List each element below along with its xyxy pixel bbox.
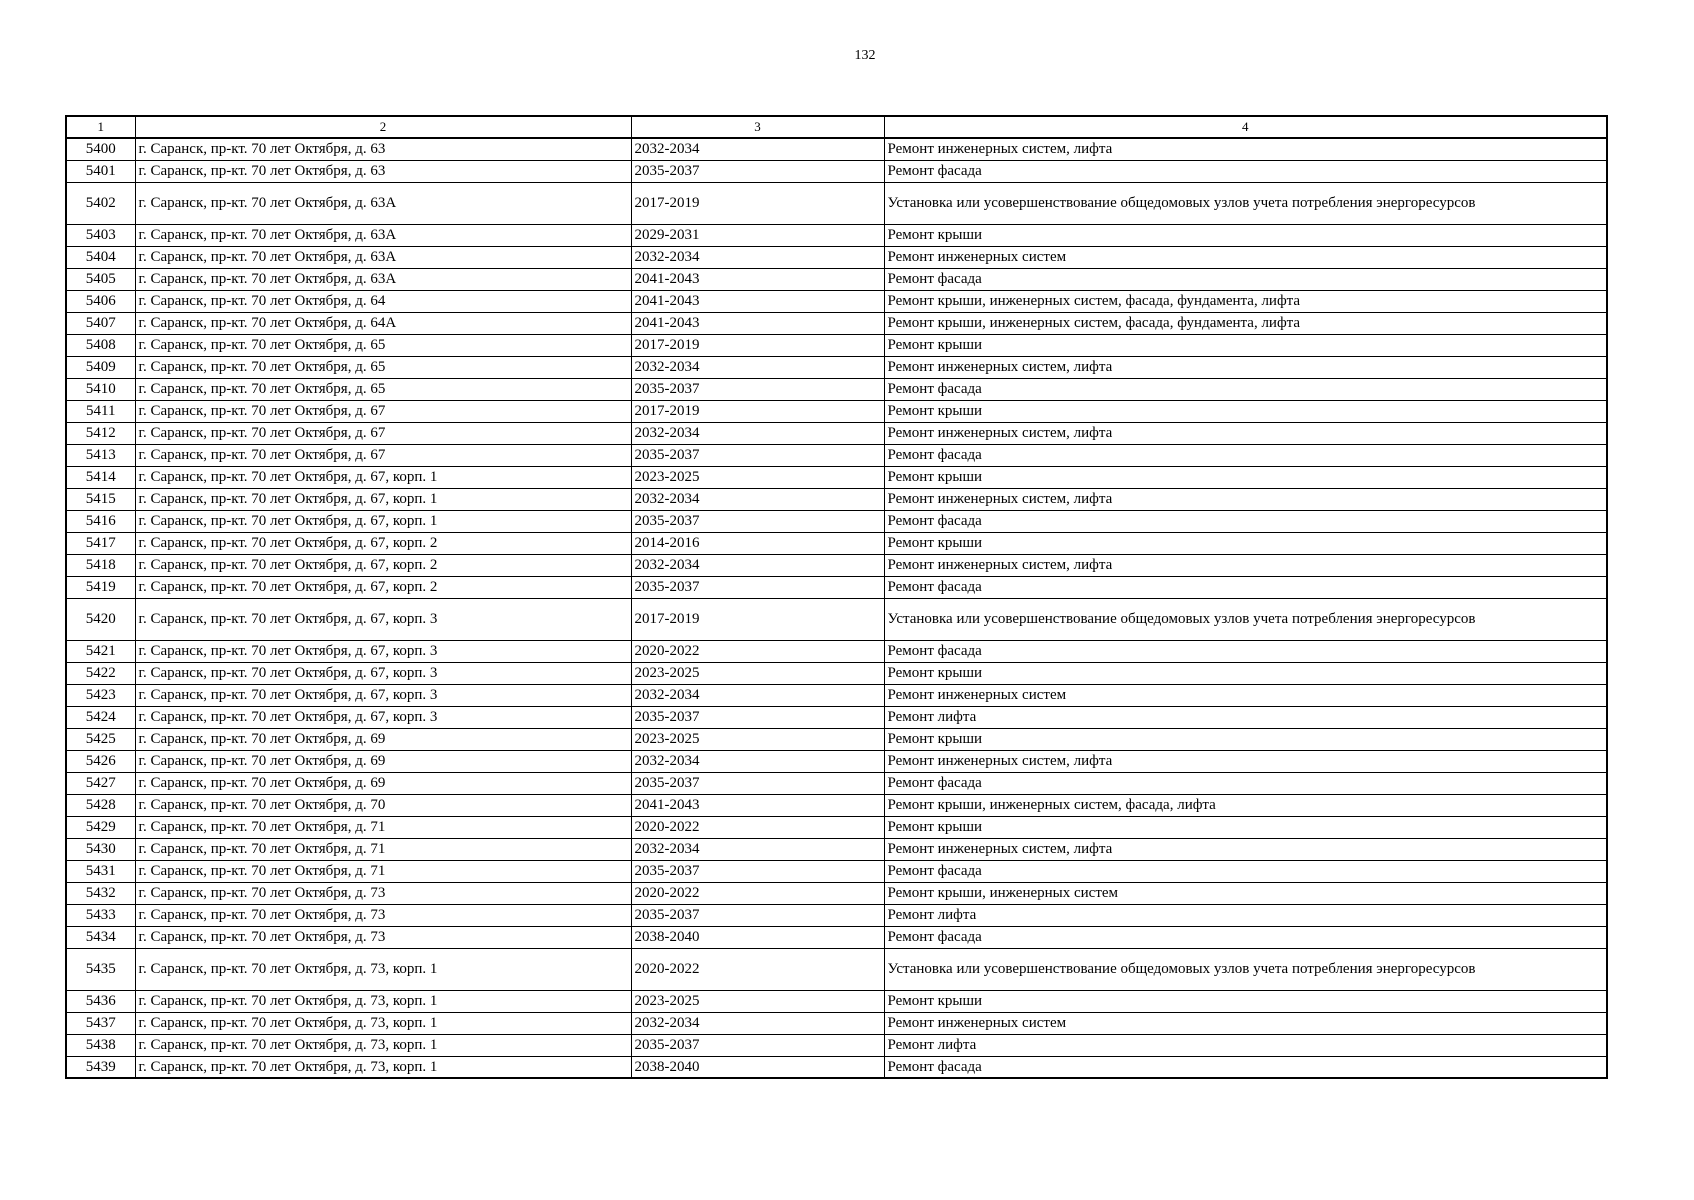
table-row [66, 312, 1607, 334]
row-number-cell: 5401 [66, 160, 135, 182]
row-number-cell: 5436 [66, 990, 135, 1012]
row-number-cell: 5413 [66, 444, 135, 466]
column-header-2: 2 [135, 116, 631, 138]
address-cell: г. Саранск, пр-кт. 70 лет Октября, д. 65 [135, 356, 631, 378]
table-row [66, 554, 1607, 576]
work-type-cell: Ремонт фасада [884, 860, 1607, 882]
row-number-cell: 5408 [66, 334, 135, 356]
row-number-cell: 5429 [66, 816, 135, 838]
row-number-cell: 5404 [66, 246, 135, 268]
period-cell: 2032-2034 [631, 1012, 884, 1034]
table-row [66, 904, 1607, 926]
period-cell: 2023-2025 [631, 466, 884, 488]
work-type-cell: Ремонт крыши [884, 662, 1607, 684]
row-number-cell: 5400 [66, 138, 135, 160]
work-type-cell: Ремонт крыши [884, 334, 1607, 356]
table-row [66, 1034, 1607, 1056]
table-row [66, 182, 1607, 224]
work-type-cell: Ремонт лифта [884, 904, 1607, 926]
row-number-cell: 5418 [66, 554, 135, 576]
work-type-cell: Ремонт крыши, инженерных систем, фасада, фундамента, лифта [884, 312, 1607, 334]
row-number-cell: 5406 [66, 290, 135, 312]
period-cell: 2035-2037 [631, 510, 884, 532]
table-row [66, 772, 1607, 794]
work-type-cell: Ремонт крыши [884, 466, 1607, 488]
period-cell: 2017-2019 [631, 598, 884, 640]
address-cell: г. Саранск, пр-кт. 70 лет Октября, д. 65 [135, 334, 631, 356]
work-type-cell: Ремонт крыши, инженерных систем [884, 882, 1607, 904]
work-type-cell: Ремонт крыши [884, 224, 1607, 246]
period-cell: 2020-2022 [631, 640, 884, 662]
address-cell: г. Саранск, пр-кт. 70 лет Октября, д. 67, корп. 2 [135, 554, 631, 576]
address-cell: г. Саранск, пр-кт. 70 лет Октября, д. 67, корп. 1 [135, 488, 631, 510]
period-cell: 2032-2034 [631, 138, 884, 160]
address-cell: г. Саранск, пр-кт. 70 лет Октября, д. 70 [135, 794, 631, 816]
row-number-cell: 5410 [66, 378, 135, 400]
work-type-cell: Ремонт инженерных систем, лифта [884, 554, 1607, 576]
row-number-cell: 5430 [66, 838, 135, 860]
period-cell: 2020-2022 [631, 948, 884, 990]
row-number-cell: 5439 [66, 1056, 135, 1078]
table-row [66, 816, 1607, 838]
work-type-cell: Ремонт инженерных систем, лифта [884, 422, 1607, 444]
work-type-cell: Ремонт инженерных систем [884, 684, 1607, 706]
period-cell: 2032-2034 [631, 422, 884, 444]
address-cell: г. Саранск, пр-кт. 70 лет Октября, д. 73, корп. 1 [135, 990, 631, 1012]
address-cell: г. Саранск, пр-кт. 70 лет Октября, д. 63А [135, 246, 631, 268]
table-row [66, 684, 1607, 706]
address-cell: г. Саранск, пр-кт. 70 лет Октября, д. 67 [135, 422, 631, 444]
work-type-cell: Ремонт крыши [884, 990, 1607, 1012]
period-cell: 2032-2034 [631, 684, 884, 706]
row-number-cell: 5405 [66, 268, 135, 290]
address-cell: г. Саранск, пр-кт. 70 лет Октября, д. 69 [135, 728, 631, 750]
page-number: 132 [854, 48, 876, 63]
row-number-cell: 5415 [66, 488, 135, 510]
address-cell: г. Саранск, пр-кт. 70 лет Октября, д. 67, корп. 3 [135, 640, 631, 662]
period-cell: 2035-2037 [631, 904, 884, 926]
address-cell: г. Саранск, пр-кт. 70 лет Октября, д. 67 [135, 400, 631, 422]
period-cell: 2032-2034 [631, 246, 884, 268]
row-number-cell: 5424 [66, 706, 135, 728]
table-row [66, 860, 1607, 882]
table-row [66, 728, 1607, 750]
period-cell: 2017-2019 [631, 182, 884, 224]
address-cell: г. Саранск, пр-кт. 70 лет Октября, д. 64 [135, 290, 631, 312]
address-cell: г. Саранск, пр-кт. 70 лет Октября, д. 73 [135, 926, 631, 948]
table-row [66, 926, 1607, 948]
work-type-cell: Ремонт инженерных систем, лифта [884, 138, 1607, 160]
period-cell: 2041-2043 [631, 312, 884, 334]
period-cell: 2023-2025 [631, 662, 884, 684]
period-cell: 2035-2037 [631, 160, 884, 182]
address-cell: г. Саранск, пр-кт. 70 лет Октября, д. 73 [135, 904, 631, 926]
work-type-cell: Ремонт инженерных систем, лифта [884, 356, 1607, 378]
table-row [66, 510, 1607, 532]
table-row [66, 268, 1607, 290]
address-cell: г. Саранск, пр-кт. 70 лет Октября, д. 67, корп. 3 [135, 706, 631, 728]
work-type-cell: Установка или усовершенствование общедомовых узлов учета потребления энергоресурсов [884, 598, 1607, 640]
table-row [66, 488, 1607, 510]
row-number-cell: 5423 [66, 684, 135, 706]
row-number-cell: 5411 [66, 400, 135, 422]
address-cell: г. Саранск, пр-кт. 70 лет Октября, д. 71 [135, 816, 631, 838]
row-number-cell: 5437 [66, 1012, 135, 1034]
row-number-cell: 5421 [66, 640, 135, 662]
work-type-cell: Ремонт фасада [884, 576, 1607, 598]
work-type-cell: Ремонт фасада [884, 268, 1607, 290]
row-number-cell: 5402 [66, 182, 135, 224]
row-number-cell: 5428 [66, 794, 135, 816]
row-number-cell: 5422 [66, 662, 135, 684]
work-type-cell: Установка или усовершенствование общедомовых узлов учета потребления энергоресурсов [884, 182, 1607, 224]
repair-schedule-table [65, 115, 1608, 1079]
work-type-cell: Ремонт крыши [884, 728, 1607, 750]
table-row [66, 422, 1607, 444]
row-number-cell: 5419 [66, 576, 135, 598]
period-cell: 2035-2037 [631, 576, 884, 598]
period-cell: 2032-2034 [631, 356, 884, 378]
work-type-cell: Ремонт инженерных систем, лифта [884, 750, 1607, 772]
address-cell: г. Саранск, пр-кт. 70 лет Октября, д. 73, корп. 1 [135, 1034, 631, 1056]
work-type-cell: Ремонт фасада [884, 926, 1607, 948]
period-cell: 2029-2031 [631, 224, 884, 246]
row-number-cell: 5412 [66, 422, 135, 444]
work-type-cell: Ремонт инженерных систем [884, 1012, 1607, 1034]
period-cell: 2020-2022 [631, 816, 884, 838]
row-number-cell: 5403 [66, 224, 135, 246]
column-header-3: 3 [631, 116, 884, 138]
period-cell: 2035-2037 [631, 706, 884, 728]
address-cell: г. Саранск, пр-кт. 70 лет Октября, д. 67, корп. 3 [135, 662, 631, 684]
row-number-cell: 5432 [66, 882, 135, 904]
address-cell: г. Саранск, пр-кт. 70 лет Октября, д. 63А [135, 268, 631, 290]
row-number-cell: 5433 [66, 904, 135, 926]
table-row [66, 882, 1607, 904]
period-cell: 2035-2037 [631, 860, 884, 882]
work-type-cell: Ремонт крыши [884, 816, 1607, 838]
column-header-1: 1 [66, 116, 135, 138]
table-body [66, 138, 1607, 1078]
table-row [66, 400, 1607, 422]
row-number-cell: 5416 [66, 510, 135, 532]
table-row [66, 290, 1607, 312]
period-cell: 2023-2025 [631, 728, 884, 750]
period-cell: 2032-2034 [631, 554, 884, 576]
row-number-cell: 5431 [66, 860, 135, 882]
work-type-cell: Ремонт фасада [884, 444, 1607, 466]
address-cell: г. Саранск, пр-кт. 70 лет Октября, д. 63 [135, 138, 631, 160]
period-cell: 2032-2034 [631, 750, 884, 772]
address-cell: г. Саранск, пр-кт. 70 лет Октября, д. 67, корп. 1 [135, 510, 631, 532]
table-row [66, 138, 1607, 160]
row-number-cell: 5435 [66, 948, 135, 990]
work-type-cell: Ремонт фасада [884, 1056, 1607, 1078]
table-row [66, 794, 1607, 816]
table-row [66, 532, 1607, 554]
address-cell: г. Саранск, пр-кт. 70 лет Октября, д. 69 [135, 772, 631, 794]
address-cell: г. Саранск, пр-кт. 70 лет Октября, д. 67, корп. 2 [135, 532, 631, 554]
table-row [66, 598, 1607, 640]
period-cell: 2017-2019 [631, 400, 884, 422]
table-row [66, 334, 1607, 356]
period-cell: 2041-2043 [631, 290, 884, 312]
row-number-cell: 5438 [66, 1034, 135, 1056]
work-type-cell: Ремонт инженерных систем, лифта [884, 838, 1607, 860]
period-cell: 2023-2025 [631, 990, 884, 1012]
period-cell: 2038-2040 [631, 926, 884, 948]
work-type-cell: Ремонт лифта [884, 1034, 1607, 1056]
table-row [66, 224, 1607, 246]
address-cell: г. Саранск, пр-кт. 70 лет Октября, д. 63А [135, 224, 631, 246]
period-cell: 2035-2037 [631, 444, 884, 466]
address-cell: г. Саранск, пр-кт. 70 лет Октября, д. 67, корп. 1 [135, 466, 631, 488]
address-cell: г. Саранск, пр-кт. 70 лет Октября, д. 73, корп. 1 [135, 1012, 631, 1034]
table-row [66, 576, 1607, 598]
address-cell: г. Саранск, пр-кт. 70 лет Октября, д. 65 [135, 378, 631, 400]
period-cell: 2035-2037 [631, 772, 884, 794]
address-cell: г. Саранск, пр-кт. 70 лет Октября, д. 67, корп. 2 [135, 576, 631, 598]
work-type-cell: Ремонт инженерных систем, лифта [884, 488, 1607, 510]
period-cell: 2035-2037 [631, 1034, 884, 1056]
work-type-cell: Ремонт фасада [884, 160, 1607, 182]
table-row [66, 990, 1607, 1012]
table-header [66, 116, 1607, 138]
table-row [66, 838, 1607, 860]
period-cell: 2041-2043 [631, 794, 884, 816]
period-cell: 2014-2016 [631, 532, 884, 554]
work-type-cell: Ремонт крыши, инженерных систем, фасада, фундамента, лифта [884, 290, 1607, 312]
address-cell: г. Саранск, пр-кт. 70 лет Октября, д. 67 [135, 444, 631, 466]
period-cell: 2035-2037 [631, 378, 884, 400]
table-row [66, 662, 1607, 684]
row-number-cell: 5425 [66, 728, 135, 750]
address-cell: г. Саранск, пр-кт. 70 лет Октября, д. 73 [135, 882, 631, 904]
table-row [66, 356, 1607, 378]
address-cell: г. Саранск, пр-кт. 70 лет Октября, д. 73, корп. 1 [135, 948, 631, 990]
work-type-cell: Ремонт лифта [884, 706, 1607, 728]
table-row [66, 444, 1607, 466]
period-cell: 2032-2034 [631, 838, 884, 860]
address-cell: г. Саранск, пр-кт. 70 лет Октября, д. 64А [135, 312, 631, 334]
period-cell: 2032-2034 [631, 488, 884, 510]
period-cell: 2020-2022 [631, 882, 884, 904]
table-row [66, 378, 1607, 400]
work-type-cell: Ремонт фасада [884, 510, 1607, 532]
work-type-cell: Ремонт крыши [884, 532, 1607, 554]
row-number-cell: 5407 [66, 312, 135, 334]
period-cell: 2038-2040 [631, 1056, 884, 1078]
work-type-cell: Ремонт крыши [884, 400, 1607, 422]
header-row [66, 116, 1607, 138]
period-cell: 2017-2019 [631, 334, 884, 356]
period-cell: 2041-2043 [631, 268, 884, 290]
row-number-cell: 5414 [66, 466, 135, 488]
work-type-cell: Ремонт фасада [884, 640, 1607, 662]
table-row [66, 750, 1607, 772]
address-cell: г. Саранск, пр-кт. 70 лет Октября, д. 67, корп. 3 [135, 684, 631, 706]
address-cell: г. Саранск, пр-кт. 70 лет Октября, д. 71 [135, 838, 631, 860]
address-cell: г. Саранск, пр-кт. 70 лет Октября, д. 63 [135, 160, 631, 182]
address-cell: г. Саранск, пр-кт. 70 лет Октября, д. 63А [135, 182, 631, 224]
row-number-cell: 5409 [66, 356, 135, 378]
address-cell: г. Саранск, пр-кт. 70 лет Октября, д. 67, корп. 3 [135, 598, 631, 640]
row-number-cell: 5420 [66, 598, 135, 640]
table-row [66, 466, 1607, 488]
table-row [66, 948, 1607, 990]
table-row [66, 246, 1607, 268]
table-row [66, 1012, 1607, 1034]
table-row [66, 160, 1607, 182]
address-cell: г. Саранск, пр-кт. 70 лет Октября, д. 71 [135, 860, 631, 882]
column-header-4: 4 [884, 116, 1607, 138]
work-type-cell: Установка или усовершенствование общедомовых узлов учета потребления энергоресурсов [884, 948, 1607, 990]
row-number-cell: 5426 [66, 750, 135, 772]
table-row [66, 706, 1607, 728]
work-type-cell: Ремонт фасада [884, 378, 1607, 400]
address-cell: г. Саранск, пр-кт. 70 лет Октября, д. 73, корп. 1 [135, 1056, 631, 1078]
work-type-cell: Ремонт крыши, инженерных систем, фасада, лифта [884, 794, 1607, 816]
work-type-cell: Ремонт инженерных систем [884, 246, 1607, 268]
table-row [66, 1056, 1607, 1078]
work-type-cell: Ремонт фасада [884, 772, 1607, 794]
table-row [66, 640, 1607, 662]
address-cell: г. Саранск, пр-кт. 70 лет Октября, д. 69 [135, 750, 631, 772]
row-number-cell: 5417 [66, 532, 135, 554]
row-number-cell: 5427 [66, 772, 135, 794]
row-number-cell: 5434 [66, 926, 135, 948]
